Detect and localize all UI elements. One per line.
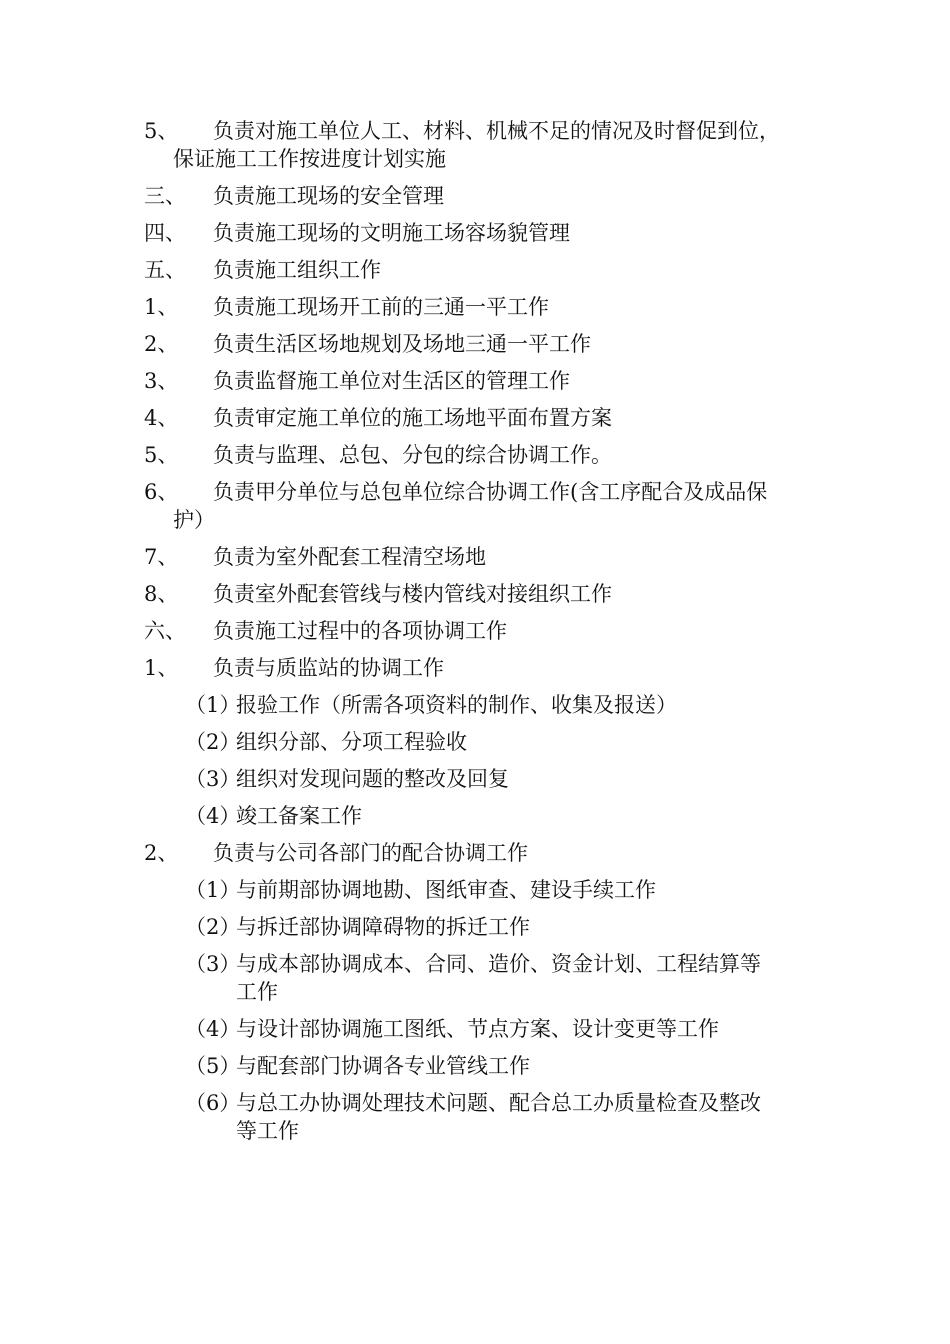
sub-item-text: 组织对发现问题的整改及回复 [236, 767, 509, 791]
document-body [144, 117, 834, 1154]
sub-item-number: （2） [185, 915, 241, 939]
item-number: 4、 [144, 406, 179, 430]
item-number: 5、 [144, 443, 179, 467]
sub-item-number: （6） [185, 1091, 241, 1115]
list-item [144, 580, 834, 608]
sub-item [185, 1089, 834, 1117]
item-number: 5、 [144, 119, 179, 143]
sub-item-number: （3） [185, 767, 241, 791]
item-text-continuation: 保证施工工作按进度计划实施 [173, 147, 446, 171]
sub-item-text-continuation: 工作 [236, 980, 278, 1004]
sub-item-text: 与前期部协调地勘、图纸审查、建设手续工作 [236, 878, 656, 902]
item-text: 负责为室外配套工程清空场地 [213, 545, 486, 569]
item-text: 负责与公司各部门的配合协调工作 [213, 841, 528, 865]
sub-item [185, 691, 834, 719]
sub-item [185, 1015, 834, 1043]
item-number: 2、 [144, 841, 179, 865]
list-item [144, 293, 834, 321]
sub-item [185, 1052, 834, 1080]
sub-item-number: （1） [185, 693, 241, 717]
item-number: 8、 [144, 582, 179, 606]
section-number: 六、 [144, 619, 186, 643]
list-item [144, 478, 834, 506]
item-text: 负责监督施工单位对生活区的管理工作 [213, 369, 570, 393]
section-number: 五、 [144, 258, 186, 282]
list-item [144, 654, 834, 682]
sub-item-text: 与总工办协调处理技术问题、配合总工办质量检查及整改 [236, 1091, 761, 1115]
section-number: 四、 [144, 221, 186, 245]
section-number: 三、 [144, 184, 186, 208]
item-text: 负责室外配套管线与楼内管线对接组织工作 [213, 582, 612, 606]
item-text: 负责甲分单位与总包单位综合协调工作(含工序配合及成品保 [213, 480, 768, 504]
sub-item-text: 与成本部协调成本、合同、造价、资金计划、工程结算等 [236, 952, 761, 976]
item-text-continuation: 护） [173, 508, 215, 532]
sub-item-text: 报验工作（所需各项资料的制作、收集及报送） [236, 693, 677, 717]
sub-item [185, 802, 834, 830]
item-number: 1、 [144, 656, 179, 680]
sub-item-number: （3） [185, 952, 241, 976]
list-item [144, 839, 834, 867]
sub-item-text: 竣工备案工作 [236, 804, 362, 828]
section-heading [144, 182, 834, 210]
section-text: 负责施工组织工作 [213, 258, 381, 282]
item-text: 负责与监理、总包、分包的综合协调工作。 [213, 443, 612, 467]
list-item [144, 367, 834, 395]
sub-item-text: 与配套部门协调各专业管线工作 [236, 1054, 530, 1078]
list-item [144, 117, 834, 145]
section-heading [144, 617, 834, 645]
item-number: 6、 [144, 480, 179, 504]
sub-item-text: 与拆迁部协调障碍物的拆迁工作 [236, 915, 530, 939]
item-text: 负责对施工单位人工、材料、机械不足的情况及时督促到位， [213, 119, 780, 143]
item-number: 7、 [144, 545, 179, 569]
list-item [144, 441, 834, 469]
item-text: 负责生活区场地规划及场地三通一平工作 [213, 332, 591, 356]
list-item [144, 404, 834, 432]
sub-item [185, 913, 834, 941]
sub-item-number: （1） [185, 878, 241, 902]
section-text: 负责施工现场的安全管理 [213, 184, 444, 208]
sub-item [185, 728, 834, 756]
sub-item-number: （4） [185, 1017, 241, 1041]
sub-item-text: 组织分部、分项工程验收 [236, 730, 467, 754]
sub-item-text: 与设计部协调施工图纸、节点方案、设计变更等工作 [236, 1017, 719, 1041]
item-text: 负责施工现场开工前的三通一平工作 [213, 295, 549, 319]
list-item [144, 543, 834, 571]
item-text: 负责审定施工单位的施工场地平面布置方案 [213, 406, 612, 430]
sub-item [185, 876, 834, 904]
item-number: 3、 [144, 369, 179, 393]
section-heading [144, 256, 834, 284]
sub-item-text-continuation: 等工作 [236, 1119, 299, 1143]
sub-item-number: （5） [185, 1054, 241, 1078]
sub-item [185, 765, 834, 793]
section-heading [144, 219, 834, 247]
list-item [144, 330, 834, 358]
sub-item-number: （4） [185, 804, 241, 828]
item-number: 2、 [144, 332, 179, 356]
item-text: 负责与质监站的协调工作 [213, 656, 444, 680]
sub-item [185, 950, 834, 978]
section-text: 负责施工现场的文明施工场容场貌管理 [213, 221, 570, 245]
sub-item-number: （2） [185, 730, 241, 754]
section-text: 负责施工过程中的各项协调工作 [213, 619, 507, 643]
item-number: 1、 [144, 295, 179, 319]
